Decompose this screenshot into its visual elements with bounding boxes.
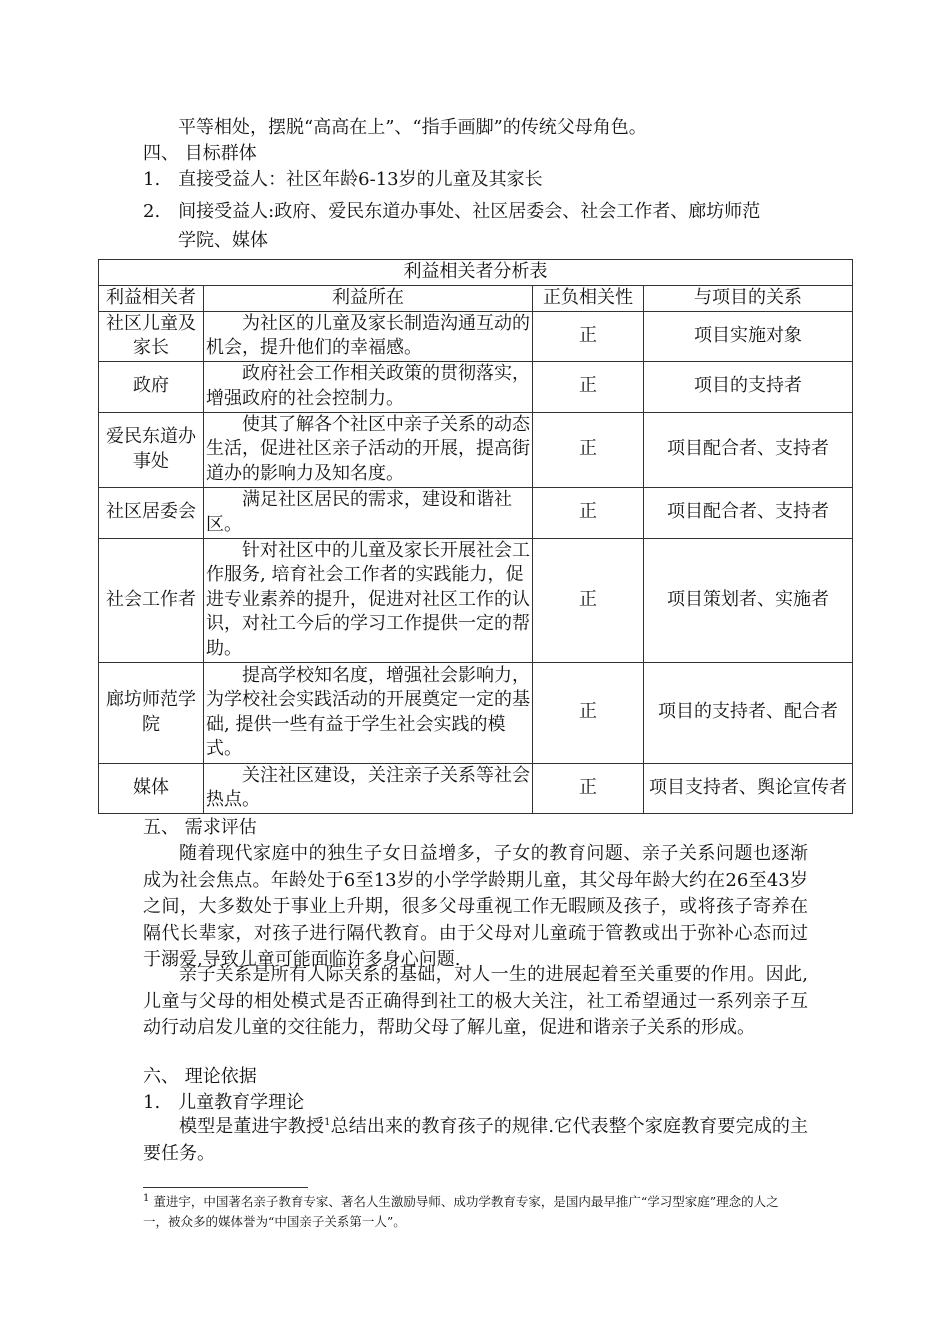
needs-paragraph-1: 随着现代家庭中的独生子女日益增多，子女的教育问题、亲子关系问题也逐渐成为社会焦点。年龄处于6至13岁的小学学龄期儿童，其父母年龄大约在26至43岁之间，大多数处于事业上升期，很多父母重视工作无暇顾及孩子，或将孩子寄养在隔代长辈家，对孩子进行隔代教育。由于父母对儿童疏于管教或出于弥补心态而过于溺爱,导致儿童可能面临许多身心问题. [143, 843, 808, 970]
relation-cell: 项目的支持者、配合者 [644, 662, 853, 763]
section-heading-theory-basis: 六、 理论依据 [143, 1066, 257, 1087]
needs-paragraph-2: 亲子关系是所有人际关系的基础，对人一生的进展起着至关重要的作用。因此,儿童与父母的相处模式是否正确得到社工的极大关注，社工希望通过一系列亲子互动行动启发儿童的交往能力，帮助父母了解儿童，促进和谐亲子关系的形成。 [143, 964, 808, 1038]
table-row [99, 763, 853, 813]
section-heading-needs-assessment: 五、 需求评估 [143, 817, 257, 838]
interest-cell: 为社区的儿童及家长制造沟通互动的机会，提升他们的幸福感。 [204, 311, 533, 361]
table-row [99, 412, 853, 487]
theory-text-before: 模型是董进宇教授 [179, 1116, 325, 1137]
interest-cell: 使其了解各个社区中亲子关系的动态生活，促进社区亲子活动的开展，提高街道办的影响力及知名度。 [204, 412, 533, 487]
stakeholder-cell: 爱民东道办事处 [99, 412, 204, 487]
list-item-indirect-beneficiaries: 2. 间接受益人:政府、爱民东道办事处、社区居委会、社会工作者、廊坊师范 [143, 201, 761, 222]
section-heading-target-groups: 四、 目标群体 [143, 143, 257, 164]
footnote-ref[interactable]: 1 [324, 1117, 331, 1128]
relation-cell: 项目策划者、实施者 [644, 538, 853, 662]
stakeholder-cell: 廊坊师范学院 [99, 662, 204, 763]
correlation-cell: 正 [533, 662, 644, 763]
correlation-cell: 正 [533, 763, 644, 813]
table-row [99, 538, 853, 662]
table-row [99, 487, 853, 538]
interest-cell: 关注社区建设，关注亲子关系等社会热点。 [204, 763, 533, 813]
correlation-cell: 正 [533, 412, 644, 487]
relation-cell: 项目支持者、舆论宣传者 [644, 763, 853, 813]
interest-cell: 政府社会工作相关政策的贯彻落实，增强政府的社会控制力。 [204, 361, 533, 412]
footnote-mark: 1 [143, 1192, 150, 1204]
relation-cell: 项目实施对象 [644, 311, 853, 361]
table-title: 利益相关者分析表 [99, 260, 853, 286]
stakeholder-cell: 社区儿童及家长 [99, 311, 204, 361]
interest-cell: 提高学校知名度，增强社会影响力，为学校社会实践活动的开展奠定一定的基础, 提供一些有益于学生社会实践的模式。 [204, 662, 533, 763]
theory-paragraph [143, 1114, 808, 1167]
stakeholder-cell: 社区居委会 [99, 487, 204, 538]
header-correlation: 正负相关性 [533, 286, 644, 312]
table-row [99, 361, 853, 412]
list-item-indirect-beneficiaries-cont: 学院、媒体 [178, 230, 268, 251]
stakeholder-analysis-table [98, 259, 853, 814]
header-interest: 利益所在 [204, 286, 533, 312]
correlation-cell: 正 [533, 311, 644, 361]
theory-text-after: 总结出来的教育孩子的规律.它代表整个家庭教育要完成的主要任务。 [143, 1116, 808, 1164]
list-item-direct-beneficiaries: 1. 直接受益人：社区年龄6-13岁的儿童及其家长 [143, 169, 543, 190]
table-row [99, 311, 853, 361]
footnote [143, 1192, 803, 1232]
stakeholder-cell: 媒体 [99, 763, 204, 813]
relation-cell: 项目配合者、支持者 [644, 487, 853, 538]
table-row [99, 662, 853, 763]
stakeholder-cell: 社会工作者 [99, 538, 204, 662]
interest-cell: 针对社区中的儿童及家长开展社会工作服务, 培育社会工作者的实践能力，促进专业素养的提升，促进对社区工作的认识，对社工今后的学习工作提供一定的帮助。 [204, 538, 533, 662]
stakeholder-cell: 政府 [99, 361, 204, 412]
footnote-text: 董进宇，中国著名亲子教育专家、著名人生激励导师、成功学教育专家，是国内最早推广“学习型家庭”理念的人之一，被众多的媒体誉为“中国亲子关系第一人”。 [143, 1194, 779, 1229]
correlation-cell: 正 [533, 361, 644, 412]
header-stakeholder: 利益相关者 [99, 286, 204, 312]
header-relation: 与项目的关系 [644, 286, 853, 312]
footnote-separator [143, 1187, 308, 1188]
correlation-cell: 正 [533, 538, 644, 662]
interest-cell: 满足社区居民的需求，建设和谐社区。 [204, 487, 533, 538]
relation-cell: 项目的支持者 [644, 361, 853, 412]
correlation-cell: 正 [533, 487, 644, 538]
continued-line: 平等相处，摆脱“高高在上”、“指手画脚”的传统父母角色。 [178, 117, 647, 138]
list-item-child-education-theory: 1. 儿童教育学理论 [143, 1092, 305, 1113]
relation-cell: 项目配合者、支持者 [644, 412, 853, 487]
